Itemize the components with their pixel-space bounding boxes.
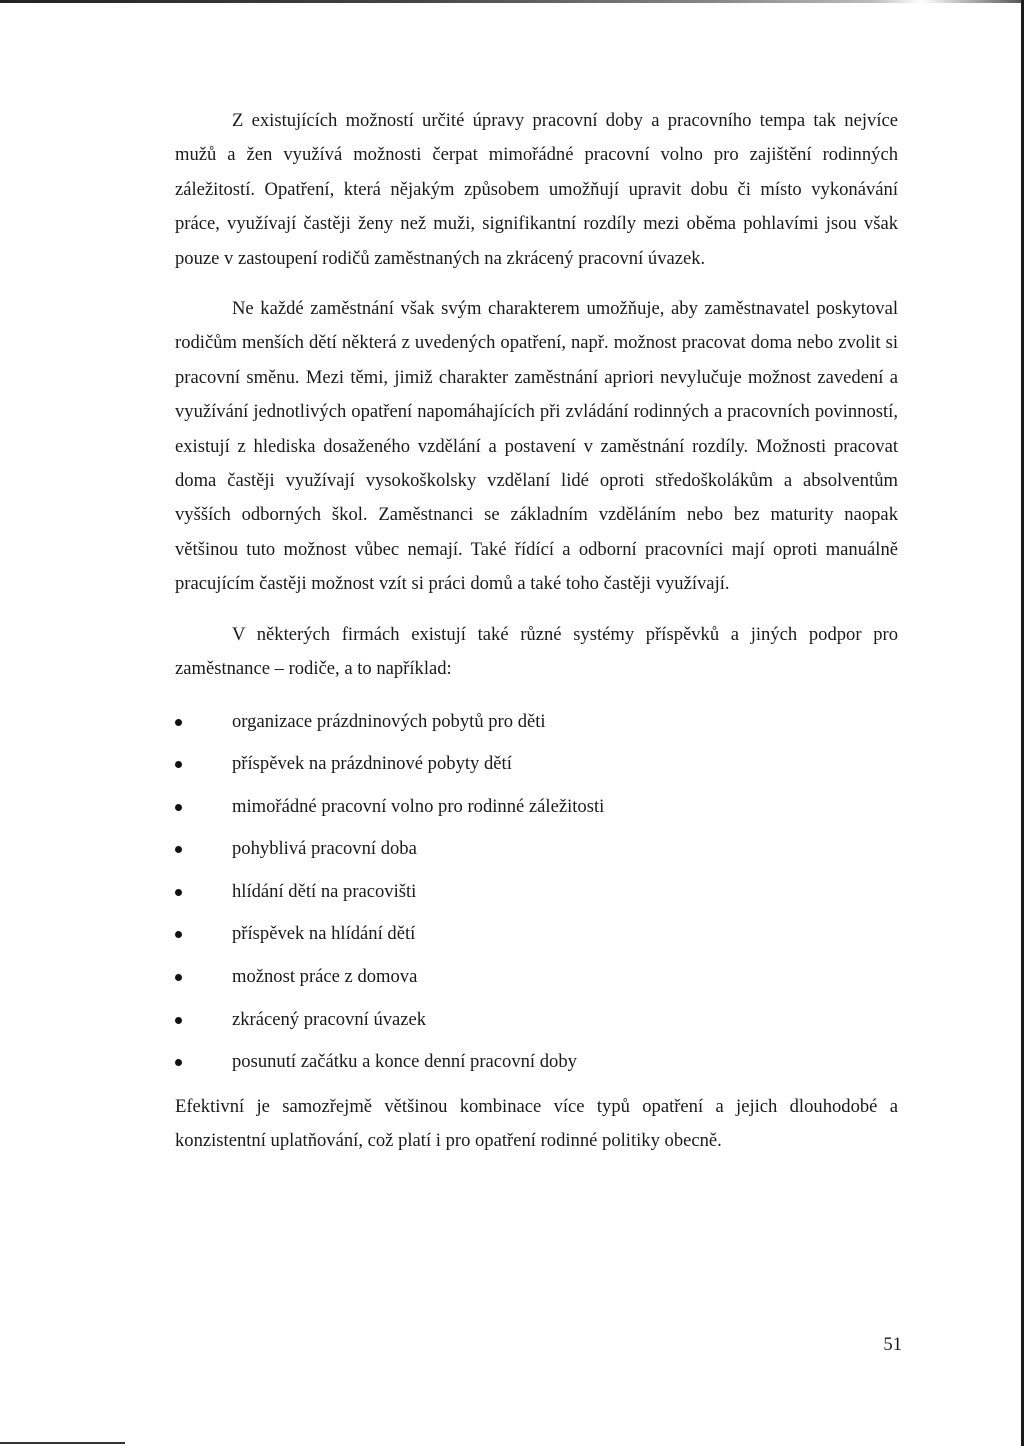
paragraph-3: V některých firmách existují také různé systémy příspěvků a jiných podpor pro zaměstnance – rodiče, a to například:	[175, 623, 898, 680]
bullet-icon	[175, 974, 182, 981]
list-item	[175, 705, 898, 748]
page-number: 51	[883, 1334, 902, 1355]
list-item-text: mimořádné pracovní volno pro rodinné záležitosti	[232, 795, 605, 817]
closing-paragraph: Efektivní je samozřejmě většinou kombinace více typů opatření a jejich dlouhodobé a konzistentní uplatňování, což platí i pro opatření rodinné politiky obecně.	[175, 1095, 898, 1152]
bullet-icon	[175, 761, 182, 768]
list-item-text: příspěvek na prázdninové pobyty dětí	[232, 753, 512, 775]
list-item-text: pohyblivá pracovní doba	[232, 838, 417, 860]
list-item-text: zkrácený pracovní úvazek	[232, 1008, 427, 1030]
list-item	[175, 917, 898, 960]
bullet-icon	[175, 719, 182, 726]
document-body	[175, 104, 898, 1159]
scan-edge-bottom	[0, 1442, 125, 1444]
list-item-text: organizace prázdninových pobytů pro děti	[232, 710, 546, 732]
scan-edge-top	[0, 0, 1024, 3]
list-item	[175, 960, 898, 1003]
list-item	[175, 832, 898, 875]
list-item	[175, 875, 898, 918]
bullet-icon	[175, 1017, 182, 1024]
bullet-icon	[175, 889, 182, 896]
bullet-icon	[175, 931, 182, 938]
list-item	[175, 1003, 898, 1046]
list-item	[175, 1045, 898, 1088]
bullet-list	[175, 705, 898, 1088]
paragraph-1: Z existujících možností určité úpravy pracovní doby a pracovního tempa tak nejvíce mužů a žen využívá možnosti čerpat mimořádné pracovní volno pro zajištění rodinných záležitostí. Opatření, která nějakým způsobem umožňují upravit dobu či místo vykonávání práce, využívají častěji ženy než muži, signifikantní rozdíly mezi oběma pohlavími jsou však pouze v zastoupení rodičů zaměstnaných na zkrácený pracovní úvazek.	[175, 110, 898, 269]
bullet-icon	[175, 846, 182, 853]
list-item-text: posunutí začátku a konce denní pracovní doby	[232, 1051, 577, 1073]
bullet-icon	[175, 804, 182, 811]
paragraph-2: Ne každé zaměstnání však svým charakterem umožňuje, aby zaměstnavatel poskytoval rodičům menších dětí některá z uvedených opatření, např. možnost pracovat doma nebo zvolit si pracovní směnu. Mezi těmi, jimiž charakter zaměstnání apriori nevylučuje možnost zavedení a využívání jednotlivých opatření napomáhajících při zvládání rodinných a pracovních povinností, existují z hlediska dosaženého vzdělání a postavení v zaměstnání rozdíly. Možnosti pracovat doma častěji využívají vysokoškolsky vzdělaní lidé oproti středoškolákům a absolventům vyšších odborných škol. Zaměstnanci se základním vzděláním nebo bez maturity naopak většinou tuto možnost vůbec nemají. Také řídící a odborní pracovníci mají oproti manuálně pracujícím častěji možnost vzít si práci domů a také toho častěji využívají.	[175, 298, 898, 595]
list-item-text: hlídání dětí na pracovišti	[232, 880, 417, 902]
list-item-text: příspěvek na hlídání dětí	[232, 923, 416, 945]
bullet-icon	[175, 1059, 182, 1066]
list-item	[175, 747, 898, 790]
list-item-text: možnost práce z domova	[232, 966, 418, 988]
list-item	[175, 790, 898, 833]
